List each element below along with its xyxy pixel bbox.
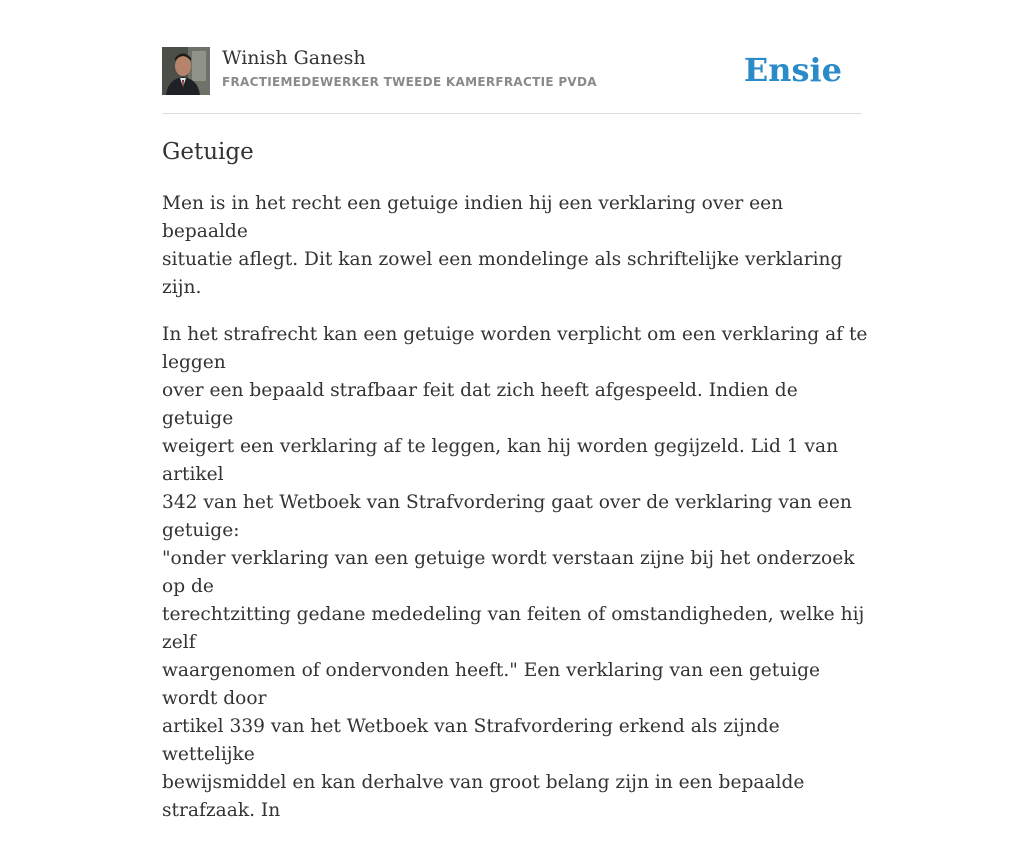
author-header [162, 46, 862, 96]
article-paragraph [162, 321, 872, 825]
author-avatar[interactable] [162, 47, 210, 95]
paragraph-line: situatie aflegt. Dit kan zowel een mondelinge als schriftelijke verklaring zijn. [162, 249, 843, 298]
paragraph-line: Men is in het recht een getuige indien hij een verklaring over een bepaalde [162, 193, 784, 242]
author-name[interactable]: Winish Ganesh [222, 47, 366, 69]
paragraph-line: artikel 339 van het Wetboek van Strafvordering erkend als zijnde wettelijke [162, 716, 780, 765]
paragraph-line: bewijsmiddel en kan derhalve van groot belang zijn in een bepaalde strafzaak. In [162, 772, 805, 821]
paragraph-line: terechtzitting gedane mededeling van feiten of omstandigheden, welke hij zelf [162, 604, 865, 653]
header-divider [162, 113, 862, 114]
ensie-logo-link[interactable]: Ensie [743, 51, 842, 89]
paragraph-line: over een bepaald strafbaar feit dat zich heeft afgespeeld. Indien de getuige [162, 380, 798, 429]
paragraph-line: 342 van het Wetboek van Strafvordering gaat over de verklaring van een getuige: [162, 492, 852, 541]
paragraph-line: waargenomen of ondervonden heeft." Een verklaring van een getuige wordt door [162, 660, 821, 709]
article-body [162, 190, 872, 844]
paragraph-line: In het strafrecht kan een getuige worden verplicht om een verklaring af te leggen [162, 324, 868, 373]
article-title: Getuige [162, 139, 254, 165]
paragraph-line: "onder verklaring van een getuige wordt verstaan zijne bij het onderzoek op de [162, 548, 855, 597]
paragraph-line: weigert een verklaring af te leggen, kan hij worden gegijzeld. Lid 1 van artikel [162, 436, 839, 485]
author-role: FRACTIEMEDEWERKER TWEEDE KAMERFRACTIE PVDA [222, 75, 597, 89]
article-paragraph [162, 190, 872, 302]
person-photo-icon [162, 47, 210, 95]
